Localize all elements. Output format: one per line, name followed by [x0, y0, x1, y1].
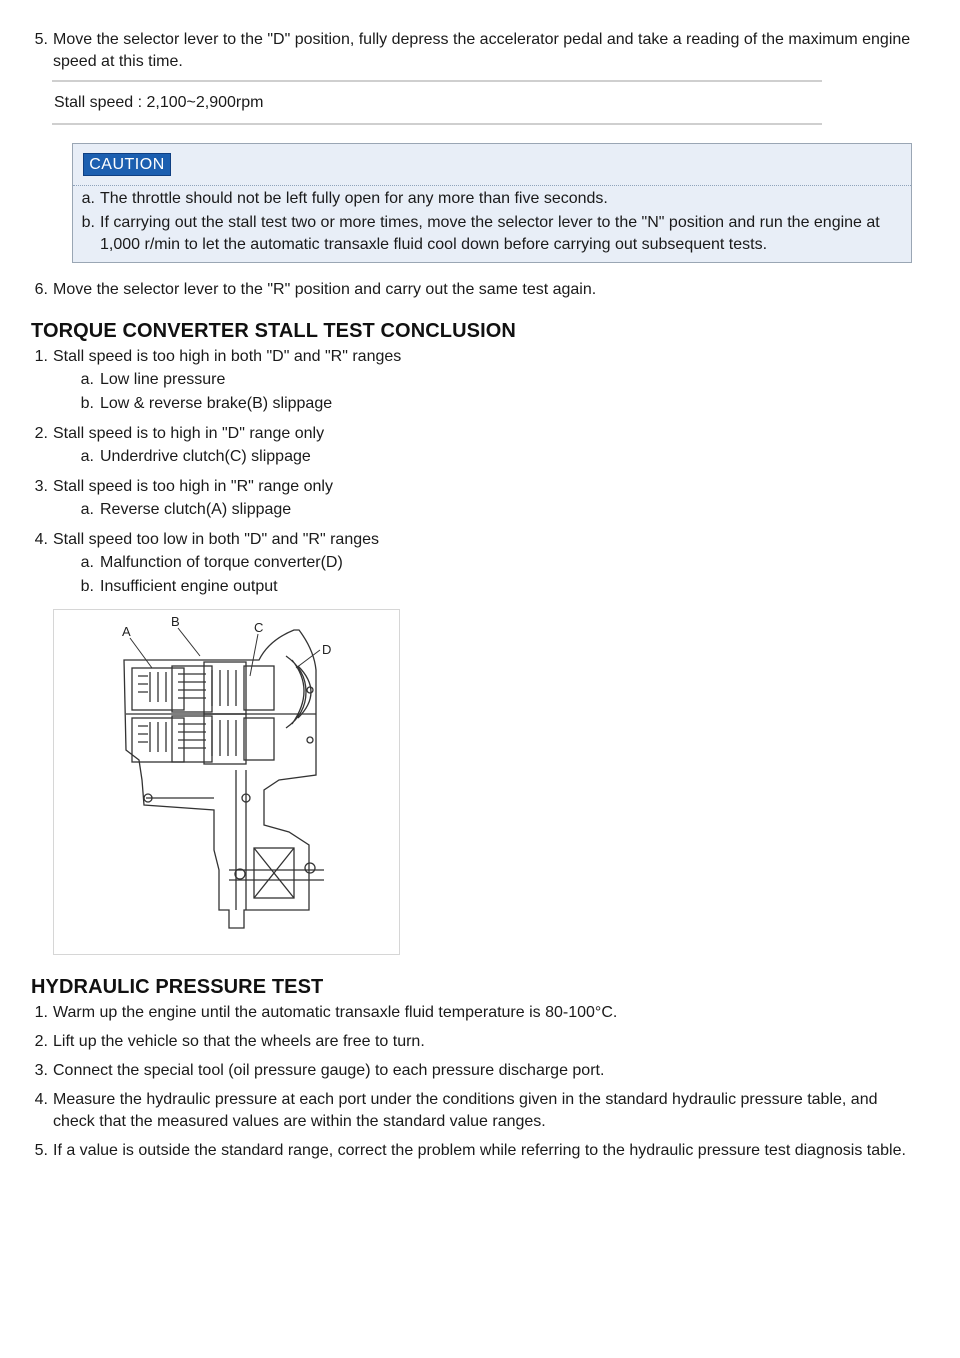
- list-number: 5.: [34, 1142, 48, 1159]
- list-text: Malfunction of torque converter(D): [100, 554, 343, 571]
- list-text: Lift up the vehicle so that the wheels are free to turn.: [53, 1033, 425, 1050]
- sub-list-item: [0, 369, 918, 391]
- list-item: [0, 529, 918, 551]
- list-text: Move the selector lever to the "D" position, fully depress the accelerator pedal and take a reading of the maximum engine speed at this time.: [53, 31, 911, 70]
- list-number: 4.: [34, 531, 48, 548]
- list-item: [0, 29, 918, 73]
- list-item: [0, 1089, 918, 1133]
- list-item: [73, 212, 911, 256]
- list-number: a.: [80, 501, 94, 518]
- list-text: Move the selector lever to the "R" position and carry out the same test again.: [53, 281, 597, 298]
- list-text: The throttle should not be left fully open for any more than five seconds.: [100, 190, 608, 207]
- list-number: 1.: [34, 1004, 48, 1021]
- diagram-label-c: C: [254, 620, 264, 635]
- list-number: 3.: [34, 478, 48, 495]
- list-text: Stall speed too low in both "D" and "R" ranges: [53, 531, 380, 548]
- caution-divider: [73, 185, 911, 186]
- section-heading-conclusion: TORQUE CONVERTER STALL TEST CONCLUSION: [31, 320, 516, 342]
- list-text: Stall speed is to high in "D" range only: [53, 425, 325, 442]
- list-item: [0, 279, 918, 301]
- transaxle-schematic: [54, 610, 399, 954]
- list-item: [0, 476, 918, 498]
- list-item: [0, 1140, 918, 1162]
- list-item: [0, 346, 918, 368]
- list-number: 6.: [34, 281, 48, 298]
- list-text: Stall speed is too high in both "D" and "R" ranges: [53, 348, 402, 365]
- list-number: a.: [80, 554, 94, 571]
- list-text: If carrying out the stall test two or more times, move the selector lever to the "N" position and run the engine at 1,000 r/min to let the automatic transaxle fluid cool down before carrying out subsequent tests.: [100, 214, 880, 253]
- list-text: Reverse clutch(A) slippage: [100, 501, 292, 518]
- list-number: 2.: [34, 1033, 48, 1050]
- conclusion-list: [0, 346, 918, 598]
- list-item: [73, 188, 911, 210]
- procedure-list-step6: [0, 279, 918, 301]
- diagram-label-d: D: [322, 642, 332, 657]
- stall-speed-spec: [52, 80, 822, 125]
- list-text: Connect the special tool (oil pressure gauge) to each pressure discharge port.: [53, 1062, 605, 1079]
- caution-list: [73, 188, 911, 258]
- list-number: 1.: [34, 348, 48, 365]
- list-number: b.: [81, 214, 95, 231]
- transaxle-diagram: [53, 609, 400, 955]
- sub-list-item: [0, 446, 918, 468]
- diagram-label-a: A: [122, 624, 131, 639]
- spec-label: Stall speed : 2,100~2,900rpm: [54, 94, 264, 111]
- list-number: b.: [80, 395, 94, 412]
- caution-box: [72, 143, 912, 263]
- list-number: 5.: [34, 31, 48, 48]
- procedure-list-top: [0, 29, 918, 73]
- list-item: [0, 1060, 918, 1082]
- list-text: Underdrive clutch(C) slippage: [100, 448, 311, 465]
- sub-list-item: [0, 576, 918, 598]
- list-number: 2.: [34, 425, 48, 442]
- list-number: 4.: [34, 1091, 48, 1108]
- list-text: If a value is outside the standard range, correct the problem while referring to the hydraulic pressure test diagnosis table.: [53, 1142, 906, 1159]
- list-text: Measure the hydraulic pressure at each port under the conditions given in the standard hydraulic pressure table, and check that the measured values are within the standard value ranges.: [53, 1091, 878, 1130]
- list-item: [0, 1031, 918, 1053]
- list-text: Low & reverse brake(B) slippage: [100, 395, 333, 412]
- list-number: 3.: [34, 1062, 48, 1079]
- list-item: [0, 423, 918, 445]
- sub-list-item: [0, 393, 918, 415]
- list-text: Stall speed is too high in "R" range only: [53, 478, 333, 495]
- caution-badge: CAUTION: [83, 153, 171, 176]
- sub-list-item: [0, 552, 918, 574]
- list-number: a.: [80, 371, 94, 388]
- list-number: a.: [80, 448, 94, 465]
- sub-list-item: [0, 499, 918, 521]
- section-heading-hydraulic: HYDRAULIC PRESSURE TEST: [31, 976, 324, 998]
- list-text: Warm up the engine until the automatic transaxle fluid temperature is 80-100°C.: [53, 1004, 618, 1021]
- hydraulic-list: [0, 1002, 918, 1162]
- list-number: b.: [80, 578, 94, 595]
- diagram-label-b: B: [171, 614, 180, 629]
- list-text: Low line pressure: [100, 371, 226, 388]
- list-item: [0, 1002, 918, 1024]
- list-text: Insufficient engine output: [100, 578, 278, 595]
- list-number: a.: [81, 190, 95, 207]
